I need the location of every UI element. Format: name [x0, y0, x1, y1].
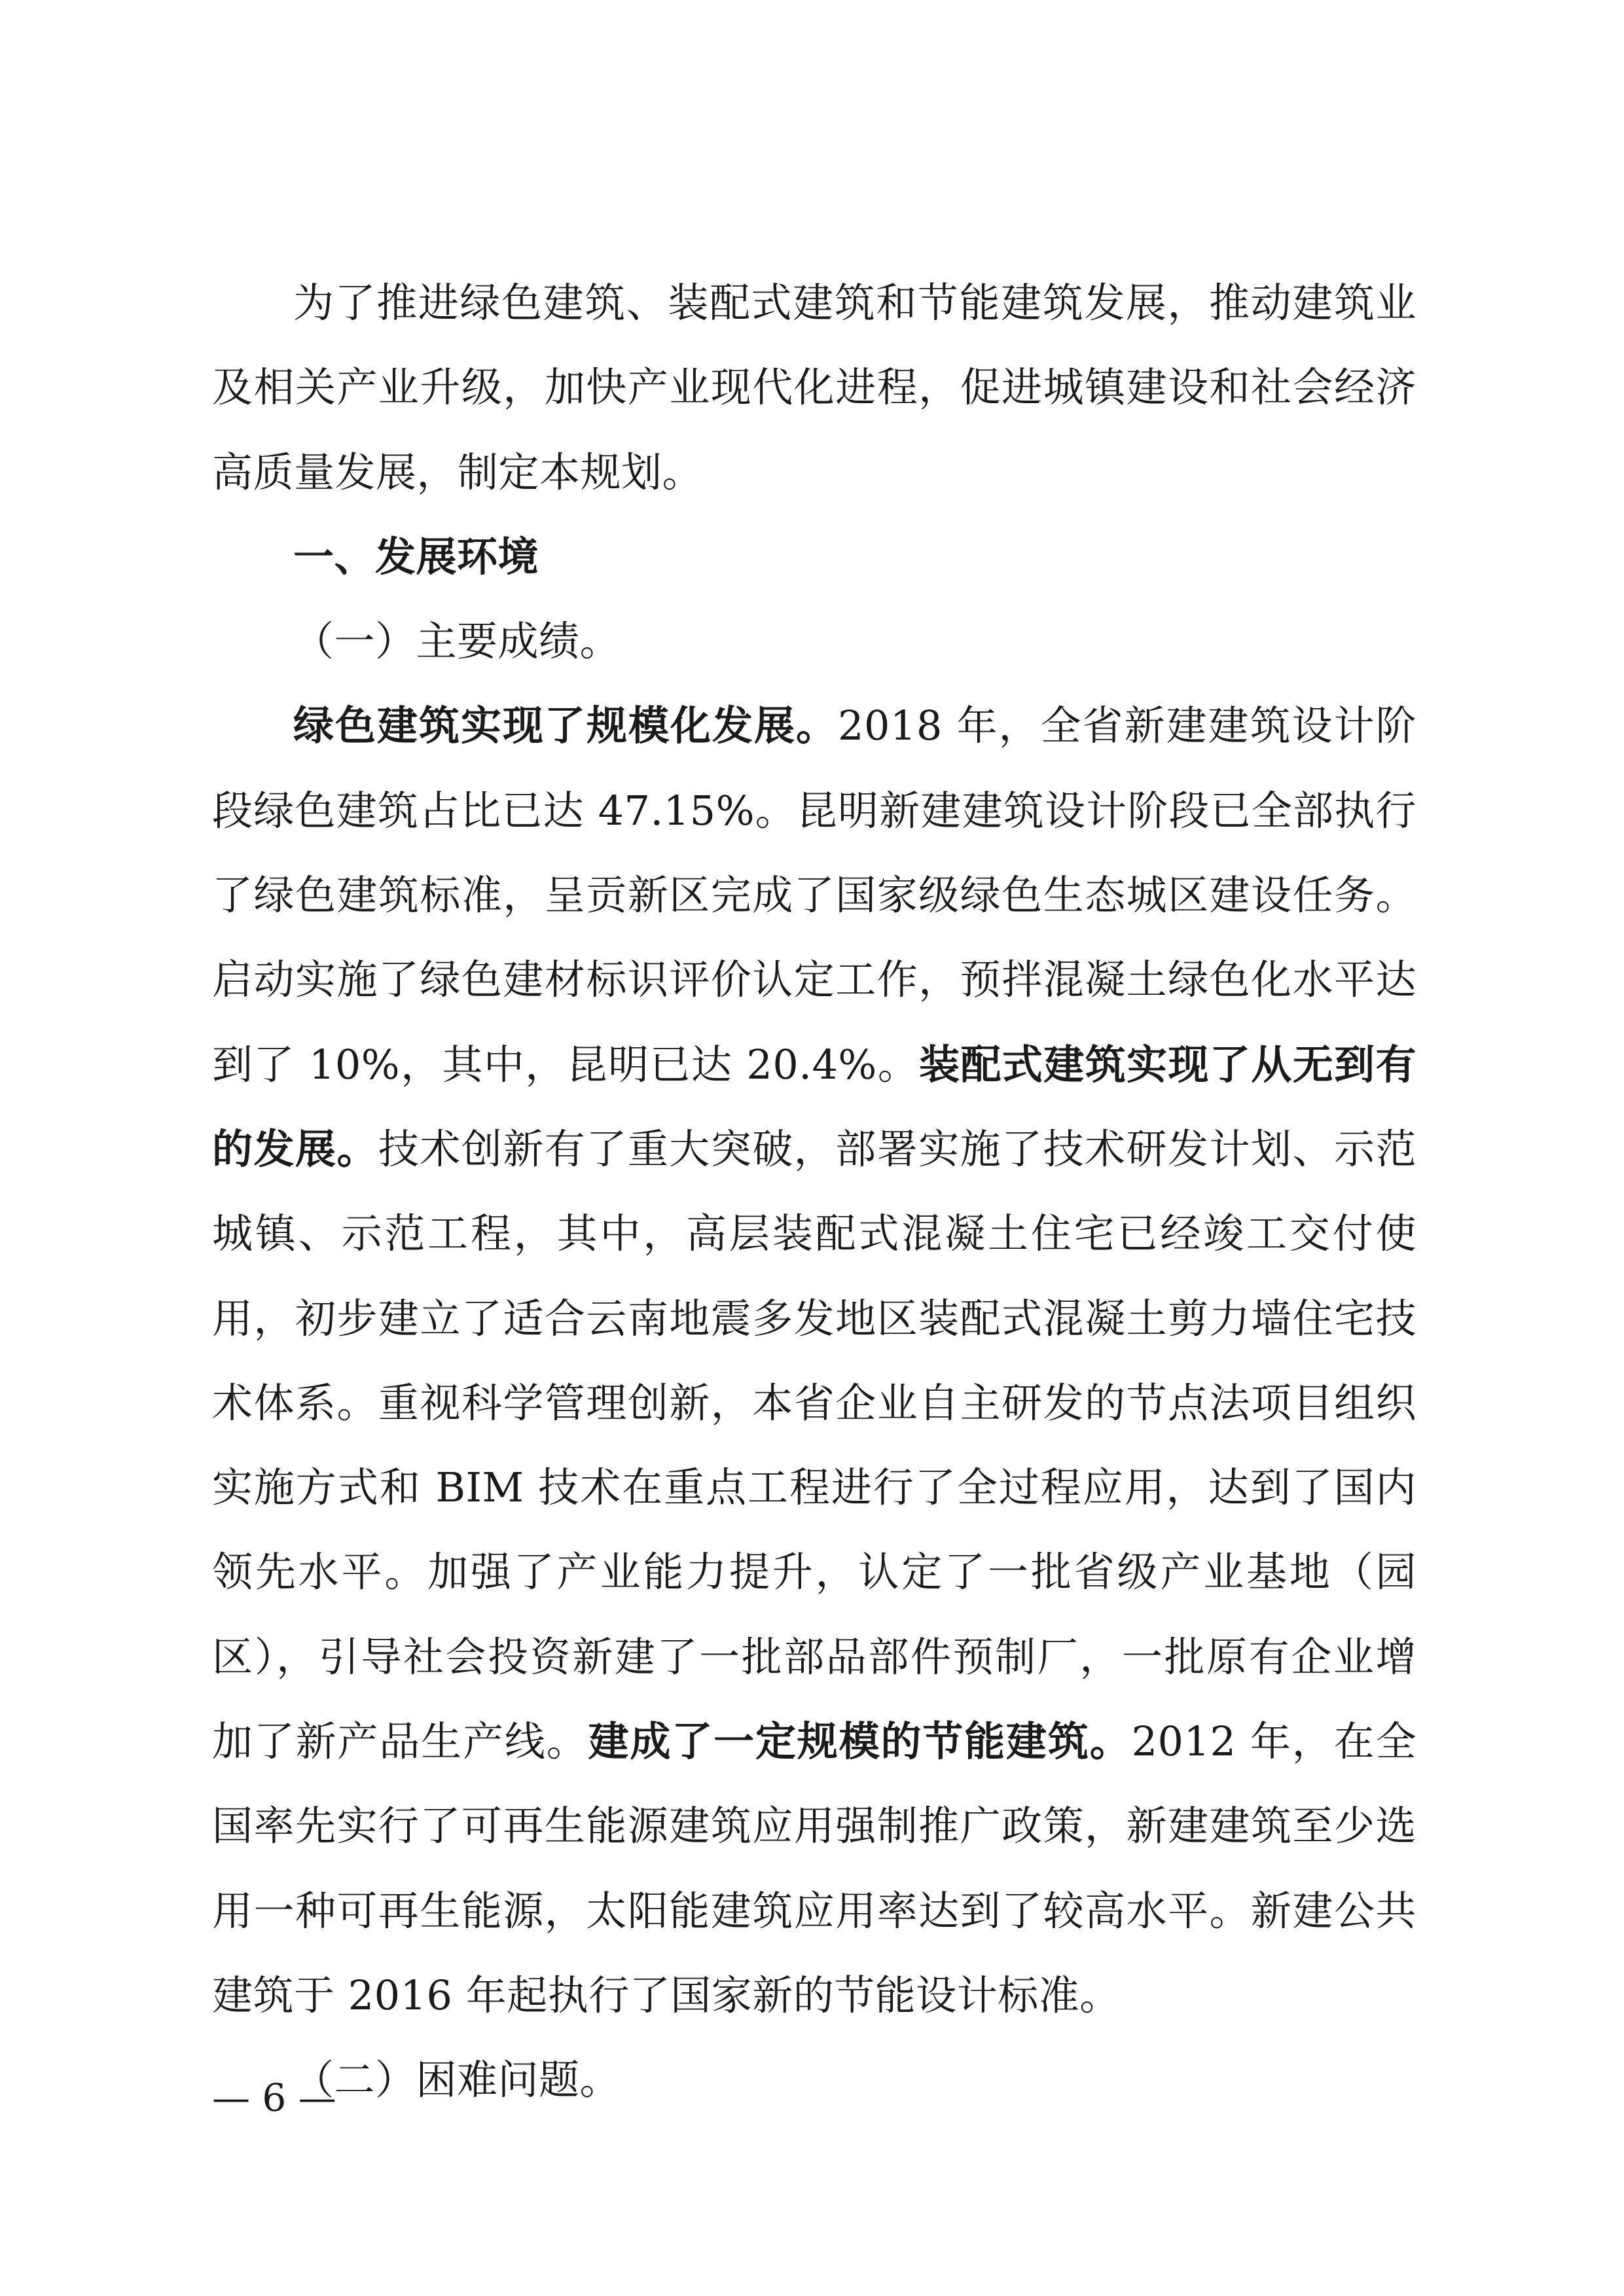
section-heading-development-environment: 一、发展环境	[293, 532, 539, 581]
document-body	[212, 260, 1416, 2123]
green-building-lead: 绿色建筑实现了规模化发展。	[293, 702, 838, 750]
green-building-text: 2018 年，全省新建建筑设计阶段绿色建筑占比已达 47.15%。昆明新建建筑设计阶段已全部执行了绿色建筑标准，呈贡新区完成了国家级绿色生态城区建设任务。启动实施了绿色建材标识评价认定工作，预拌混凝土绿色化水平达到了 10%，其中，昆明已达 20.4%。	[212, 702, 1416, 1088]
prefab-building-lead: 装配式建筑实现了从无到有的发展。	[212, 1040, 1416, 1173]
subsection-heading-difficulties: （二）困难问题。	[293, 2056, 621, 2104]
energy-building-text: 2012 年，在全国率先实行了可再生能源建筑应用强制推广政策，新建建筑至少选用一种可再生能源，太阳能建筑应用率达到了较高水平。新建公共建筑于 2016 年起执行了国家新的节能设计标准。	[212, 1717, 1416, 2019]
intro-paragraph: 为了推进绿色建筑、装配式建筑和节能建筑发展，推动建筑业及相关产业升级，加快产业现代化进程，促进城镇建设和社会经济高质量发展，制定本规划。	[212, 279, 1416, 496]
prefab-building-text: 技术创新有了重大突破，部署实施了技术研发计划、示范城镇、示范工程，其中，高层装配式混凝土住宅已经竣工交付使用，初步建立了适合云南地震多发地区装配式混凝土剪力墙住宅技术体系。重视科学管理创新，本省企业自主研发的节点法项目组织实施方式和 BIM 技术在重点工程进行了全过程应用，达到了国内领先水平。加强了产业能力提升，认定了一批省级产业基地（园区），引导社会投资新建了一批部品部件预制厂，一批原有企业增加了新产品生产线。	[212, 1124, 1416, 1766]
page-number: — 6 —	[212, 2075, 336, 2120]
achievements-paragraph	[212, 683, 1416, 2037]
subsection-heading-main-achievements: （一）主要成绩。	[293, 617, 621, 666]
energy-building-lead: 建成了一定规模的节能建筑。	[588, 1717, 1132, 1766]
